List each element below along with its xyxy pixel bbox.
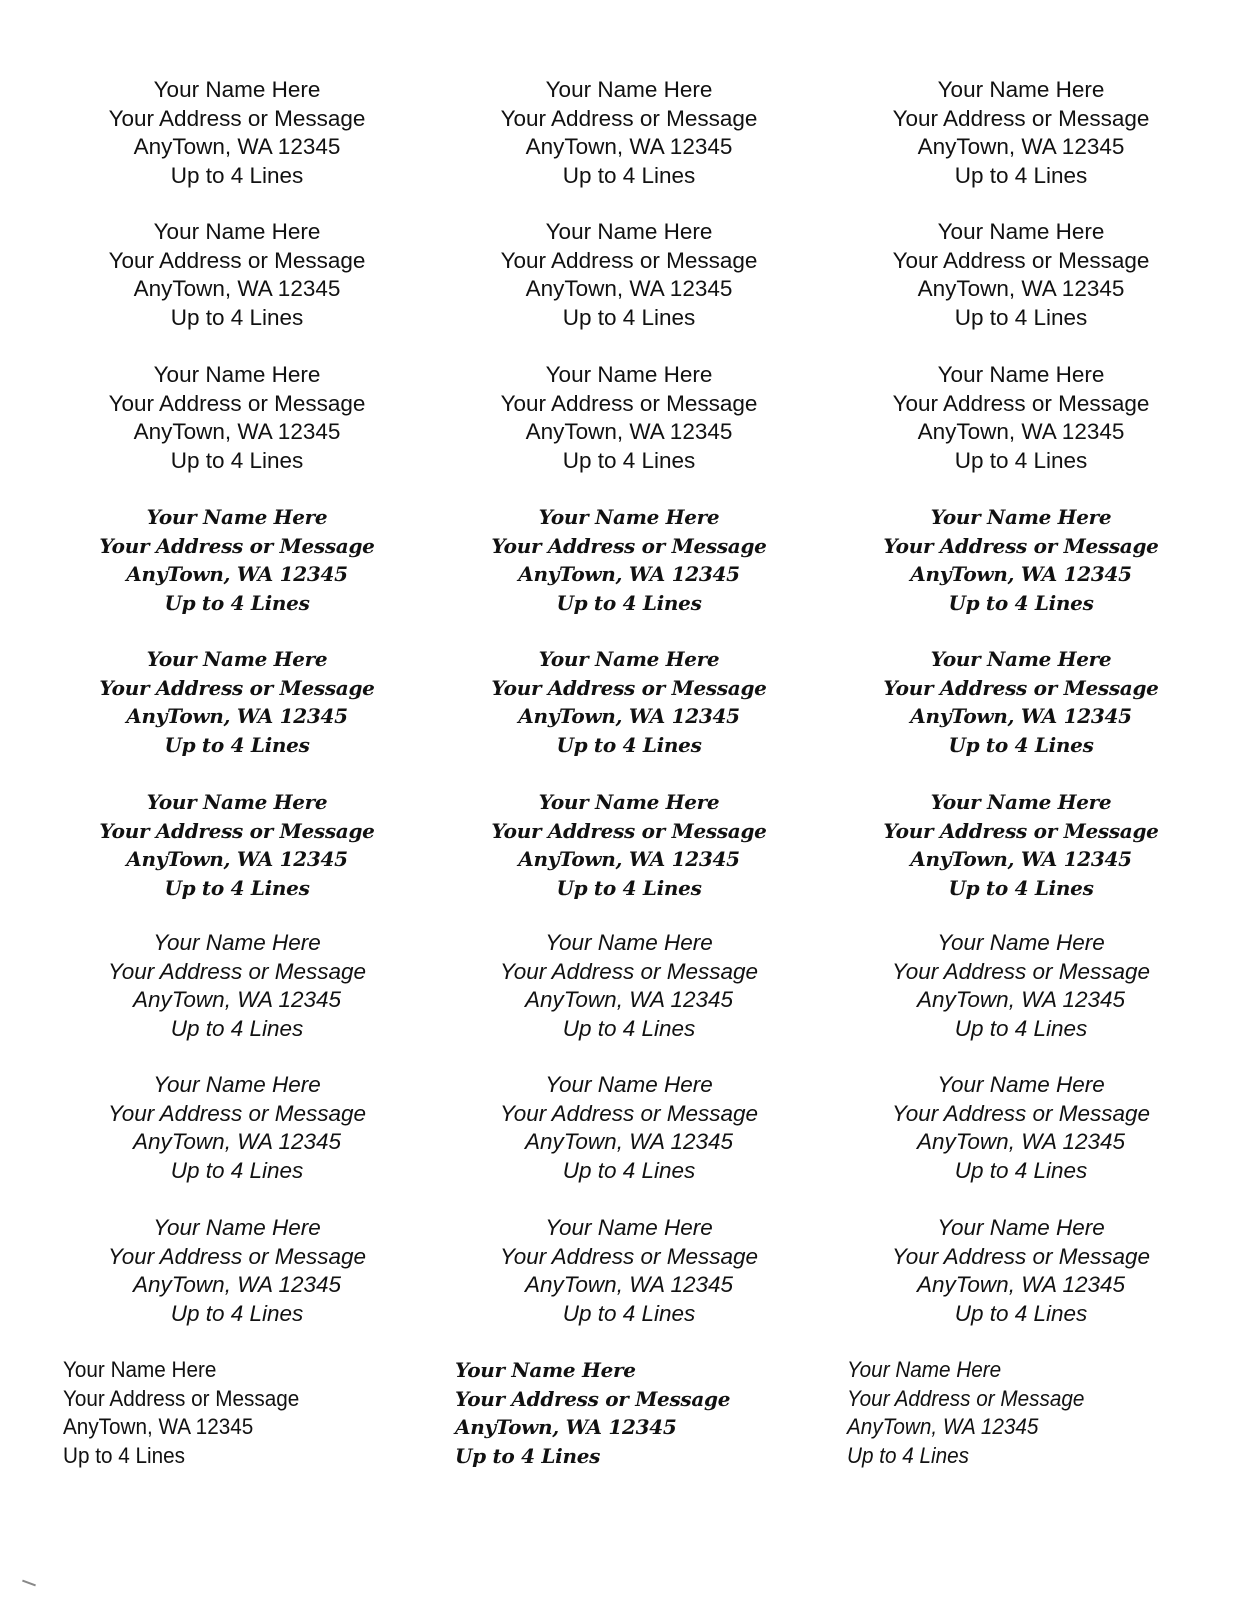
label-address-line: Your Address or Message [63, 1385, 300, 1411]
label-note-line: Up to 4 Lines [170, 1015, 304, 1041]
label-address-line: Your Address or Message [107, 958, 367, 984]
address-label-r10-c3 [847, 1356, 1208, 1470]
label-note-line: Up to 4 Lines [455, 1443, 601, 1468]
address-label-r10-c1 [63, 1356, 424, 1470]
label-note-line: Up to 4 Lines [63, 1442, 185, 1468]
label-address-line: Your Address or Message [108, 105, 366, 131]
label-address-line: Your Address or Message [892, 105, 1150, 131]
scan-speck [22, 1580, 36, 1587]
label-city-line: AnyTown, WA 12345 [910, 847, 1132, 872]
label-note-line: Up to 4 Lines [556, 590, 702, 615]
label-note-line: Up to 4 Lines [164, 875, 310, 900]
address-label-r5-c1 [41, 645, 433, 759]
label-note-line: Up to 4 Lines [170, 1300, 304, 1326]
label-name-line: Your Name Here [930, 647, 1112, 671]
label-address-line: Your Address or Message [891, 1100, 1151, 1126]
label-city-line: AnyTown, WA 12345 [525, 419, 733, 445]
label-address-line: Your Address or Message [455, 1386, 731, 1411]
address-label-r1-c2 [433, 76, 825, 190]
label-city-line: AnyTown, WA 12345 [132, 1272, 342, 1298]
address-label-r3-c1 [41, 361, 433, 475]
label-name-line: Your Name Here [63, 1357, 217, 1382]
label-name-line: Your Name Here [153, 1215, 321, 1240]
label-address-line: Your Address or Message [883, 533, 1159, 558]
address-label-r9-c1 [41, 1214, 433, 1328]
label-name-line: Your Name Here [930, 790, 1112, 814]
label-note-line: Up to 4 Lines [954, 1300, 1088, 1326]
label-note-line: Up to 4 Lines [170, 304, 304, 330]
label-city-line: AnyTown, WA 12345 [916, 1129, 1126, 1155]
label-name-line: Your Name Here [545, 362, 713, 387]
label-name-line: Your Name Here [538, 647, 720, 671]
address-label-r7-c1 [41, 929, 433, 1043]
label-name-line: Your Name Here [153, 1072, 321, 1097]
label-city-line: AnyTown, WA 12345 [847, 1414, 1039, 1440]
label-address-line: Your Address or Message [891, 1243, 1151, 1269]
label-city-line: AnyTown, WA 12345 [126, 704, 348, 729]
label-address-line: Your Address or Message [99, 533, 375, 558]
address-label-r5-c3 [825, 645, 1217, 759]
label-name-line: Your Name Here [538, 505, 720, 529]
label-note-line: Up to 4 Lines [948, 732, 1094, 757]
label-note-line: Up to 4 Lines [562, 447, 696, 473]
label-city-line: AnyTown, WA 12345 [518, 562, 740, 587]
label-city-line: AnyTown, WA 12345 [133, 419, 341, 445]
address-label-r7-c2 [433, 929, 825, 1043]
label-address-line: Your Address or Message [847, 1385, 1085, 1411]
label-city-line: AnyTown, WA 12345 [916, 1272, 1126, 1298]
address-label-r1-c1 [41, 76, 433, 190]
label-city-line: AnyTown, WA 12345 [917, 276, 1125, 302]
address-label-r4-c2 [433, 503, 825, 617]
label-name-line: Your Name Here [153, 362, 321, 387]
label-address-line: Your Address or Message [892, 390, 1150, 416]
address-label-r3-c3 [825, 361, 1217, 475]
label-name-line: Your Name Here [153, 219, 321, 244]
label-name-line: Your Name Here [538, 790, 720, 814]
label-name-line: Your Name Here [153, 77, 321, 102]
label-note-line: Up to 4 Lines [164, 590, 310, 615]
label-address-line: Your Address or Message [491, 533, 767, 558]
label-note-line: Up to 4 Lines [556, 732, 702, 757]
label-name-line: Your Name Here [455, 1358, 636, 1382]
label-note-line: Up to 4 Lines [954, 304, 1088, 330]
address-label-r10-c2 [455, 1356, 847, 1470]
label-note-line: Up to 4 Lines [954, 162, 1088, 188]
address-label-r3-c2 [433, 361, 825, 475]
label-city-line: AnyTown, WA 12345 [524, 1272, 734, 1298]
address-label-r2-c2 [433, 218, 825, 332]
label-note-line: Up to 4 Lines [562, 1015, 696, 1041]
label-address-line: Your Address or Message [500, 247, 758, 273]
label-note-line: Up to 4 Lines [170, 1157, 304, 1183]
label-note-line: Up to 4 Lines [954, 447, 1088, 473]
address-label-r8-c2 [433, 1071, 825, 1185]
label-address-line: Your Address or Message [499, 1243, 759, 1269]
label-city-line: AnyTown, WA 12345 [917, 419, 1125, 445]
label-name-line: Your Name Here [545, 1215, 713, 1240]
label-city-line: AnyTown, WA 12345 [63, 1414, 254, 1440]
label-address-line: Your Address or Message [883, 818, 1159, 843]
label-name-line: Your Name Here [545, 930, 713, 955]
label-name-line: Your Name Here [545, 1072, 713, 1097]
label-name-line: Your Name Here [146, 505, 328, 529]
address-label-r5-c2 [433, 645, 825, 759]
label-city-line: AnyTown, WA 12345 [525, 276, 733, 302]
label-city-line: AnyTown, WA 12345 [910, 704, 1132, 729]
address-label-r1-c3 [825, 76, 1217, 190]
label-note-line: Up to 4 Lines [954, 1015, 1088, 1041]
label-note-line: Up to 4 Lines [562, 1157, 696, 1183]
label-name-line: Your Name Here [937, 77, 1105, 102]
address-label-r4-c1 [41, 503, 433, 617]
label-city-line: AnyTown, WA 12345 [518, 847, 740, 872]
label-city-line: AnyTown, WA 12345 [524, 1129, 734, 1155]
label-address-line: Your Address or Message [99, 818, 375, 843]
label-address-line: Your Address or Message [891, 958, 1151, 984]
label-city-line: AnyTown, WA 12345 [917, 134, 1125, 160]
label-address-line: Your Address or Message [491, 675, 767, 700]
label-city-line: AnyTown, WA 12345 [126, 562, 348, 587]
label-name-line: Your Name Here [930, 505, 1112, 529]
label-name-line: Your Name Here [937, 362, 1105, 387]
label-city-line: AnyTown, WA 12345 [126, 847, 348, 872]
label-note-line: Up to 4 Lines [847, 1442, 969, 1468]
label-address-line: Your Address or Message [499, 958, 759, 984]
address-label-r9-c2 [433, 1214, 825, 1328]
label-note-line: Up to 4 Lines [562, 162, 696, 188]
address-label-r4-c3 [825, 503, 1217, 617]
label-note-line: Up to 4 Lines [170, 162, 304, 188]
label-note-line: Up to 4 Lines [948, 875, 1094, 900]
address-label-r2-c3 [825, 218, 1217, 332]
label-name-line: Your Name Here [146, 647, 328, 671]
address-label-r8-c3 [825, 1071, 1217, 1185]
address-label-r7-c3 [825, 929, 1217, 1043]
label-note-line: Up to 4 Lines [562, 304, 696, 330]
label-name-line: Your Name Here [847, 1357, 1002, 1382]
label-address-line: Your Address or Message [107, 1100, 367, 1126]
label-city-line: AnyTown, WA 12345 [524, 987, 734, 1013]
label-city-line: AnyTown, WA 12345 [518, 704, 740, 729]
address-label-r6-c3 [825, 788, 1217, 902]
label-name-line: Your Name Here [545, 77, 713, 102]
label-note-line: Up to 4 Lines [164, 732, 310, 757]
label-city-line: AnyTown, WA 12345 [455, 1415, 677, 1440]
label-note-line: Up to 4 Lines [170, 447, 304, 473]
label-address-line: Your Address or Message [500, 105, 758, 131]
label-address-line: Your Address or Message [107, 1243, 367, 1269]
label-city-line: AnyTown, WA 12345 [132, 1129, 342, 1155]
label-name-line: Your Name Here [937, 219, 1105, 244]
label-address-line: Your Address or Message [108, 247, 366, 273]
address-label-r6-c1 [41, 788, 433, 902]
label-name-line: Your Name Here [937, 930, 1105, 955]
label-city-line: AnyTown, WA 12345 [525, 134, 733, 160]
label-address-line: Your Address or Message [883, 675, 1159, 700]
label-address-line: Your Address or Message [499, 1100, 759, 1126]
address-label-r8-c1 [41, 1071, 433, 1185]
address-label-r2-c1 [41, 218, 433, 332]
label-name-line: Your Name Here [545, 219, 713, 244]
label-city-line: AnyTown, WA 12345 [916, 987, 1126, 1013]
label-name-line: Your Name Here [937, 1072, 1105, 1097]
label-city-line: AnyTown, WA 12345 [910, 562, 1132, 587]
label-address-line: Your Address or Message [500, 390, 758, 416]
label-name-line: Your Name Here [146, 790, 328, 814]
label-city-line: AnyTown, WA 12345 [132, 987, 342, 1013]
label-city-line: AnyTown, WA 12345 [133, 134, 341, 160]
label-note-line: Up to 4 Lines [562, 1300, 696, 1326]
address-label-r9-c3 [825, 1214, 1217, 1328]
label-note-line: Up to 4 Lines [954, 1157, 1088, 1183]
label-address-line: Your Address or Message [491, 818, 767, 843]
label-address-line: Your Address or Message [892, 247, 1150, 273]
label-city-line: AnyTown, WA 12345 [133, 276, 341, 302]
label-address-line: Your Address or Message [99, 675, 375, 700]
label-name-line: Your Name Here [937, 1215, 1105, 1240]
label-note-line: Up to 4 Lines [948, 590, 1094, 615]
label-name-line: Your Name Here [153, 930, 321, 955]
label-address-line: Your Address or Message [108, 390, 366, 416]
label-note-line: Up to 4 Lines [556, 875, 702, 900]
address-label-r6-c2 [433, 788, 825, 902]
